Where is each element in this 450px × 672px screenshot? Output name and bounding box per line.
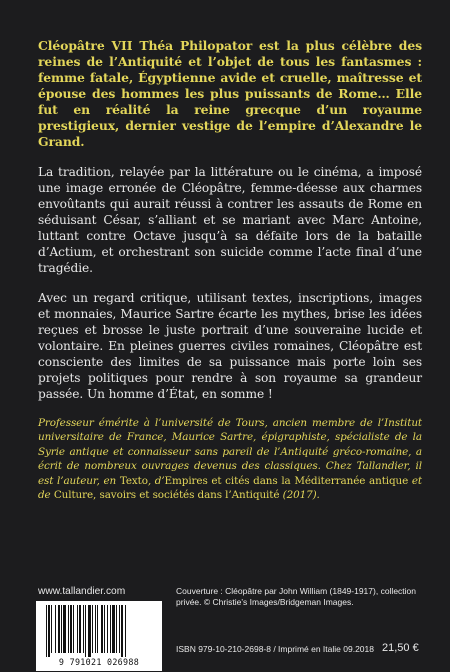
- barcode-bar: [61, 605, 62, 653]
- barcode-bar: [58, 605, 60, 653]
- barcode-bar: [79, 605, 81, 653]
- bio-text-3: et de: [38, 474, 422, 502]
- barcode-bar: [107, 605, 108, 653]
- barcode: [36, 601, 162, 671]
- barcode-bar: [83, 605, 84, 653]
- body-paragraph-1: La tradition, relayée par la littérature ou le cinéma, a imposé une image erronée de Cléopâtre, femme-déesse aux charmes envoûtants qui aurait réussi à contrer les assauts de Rome en séduisant César, s’alliant et se mariant avec Marc Antoine, luttant contre Octave jusqu’à sa défaite lors de la bataille d’Actium, et orchestrant son suicide comme l’acte final d’une tragédie.: [38, 165, 422, 275]
- barcode-bar: [48, 605, 50, 657]
- isbn-line: ISBN 979-10-210-2698-8 / Imprimé en Italie 09.2018: [176, 644, 374, 654]
- barcode-bar: [92, 605, 93, 653]
- barcode-bar: [73, 605, 74, 653]
- bio-text-4: (2017).: [279, 489, 320, 502]
- barcode-bar: [70, 605, 72, 653]
- back-cover-footer: [0, 582, 450, 672]
- bio-text-2: , d’: [147, 474, 165, 487]
- barcode-bar: [55, 605, 56, 653]
- barcode-bar: [125, 605, 126, 657]
- barcode-bar: [88, 605, 91, 657]
- cover-credit: Couverture : Cléopâtre par John William (1849-1917), collection privée. © Christie’s Images/Bridgeman Images.: [176, 586, 417, 607]
- barcode-bar: [119, 605, 120, 653]
- barcode-bar: [68, 605, 69, 653]
- barcode-bar: [77, 605, 78, 653]
- barcode-bar: [95, 605, 96, 653]
- barcode-bar: [46, 605, 47, 657]
- barcode-bar: [51, 605, 52, 653]
- barcode-bar: [104, 605, 105, 653]
- barcode-bar: [85, 605, 86, 657]
- barcode-bar: [112, 605, 115, 653]
- barcode-bar: [63, 605, 66, 653]
- barcode-bar: [121, 605, 123, 657]
- bio-book-empires: Empires et cités dans la Méditerranée antique: [164, 474, 409, 487]
- author-bio: [38, 416, 422, 502]
- price: 21,50 €: [382, 642, 419, 654]
- barcode-bar: [97, 605, 98, 653]
- barcode-bars-icon: [44, 605, 154, 657]
- lead-paragraph: Cléopâtre VII Théa Philopator est la plus célèbre des reines de l’Antiquité et l’objet de tous les fantasmes : femme fatale, Égyptienne avide et cruelle, maîtresse et épouse des hommes les plus puissants de Rome… Elle fut en réalité la reine grecque d’un royaume prestigieux, dernier vestige de l’empire d’Alexandre le Grand.: [38, 38, 422, 149]
- bio-book-texto: Texto: [119, 474, 148, 487]
- bio-book-culture: Culture, savoirs et sociétés dans l’Antiquité: [53, 489, 280, 502]
- barcode-bar: [110, 605, 111, 653]
- publisher-website: www.tallandier.com: [38, 586, 126, 597]
- barcode-digits: 9 791021 026988: [58, 657, 140, 667]
- body-paragraph-2: Avec un regard critique, utilisant textes, inscriptions, images et monnaies, Maurice Sartre écarte les mythes, brise les idées reçues et brosse le juste portrait d’une souveraine lucide et volontaire. En pleines guerres civiles romaines, Cléopâtre est consciente des limites de sa puissance mais porte loin ses projets politiques pour rendre à son royaume sa grandeur passée. Un homme d’État, en somme !: [38, 291, 422, 401]
- bio-text-1: Professeur émérite à l’université de Tours, ancien membre de l’Institut universitaire de France, Maurice Sartre, épigraphiste, spécialiste de la Syrie antique et connaisseur sans pareil de l’Antiquité gréco-romaine, a écrit de nombreux ouvrages devenus des classiques. Chez Tallandier, il est l’auteur, en: [38, 417, 422, 487]
- barcode-bar: [116, 605, 117, 653]
- barcode-bar: [101, 605, 103, 653]
